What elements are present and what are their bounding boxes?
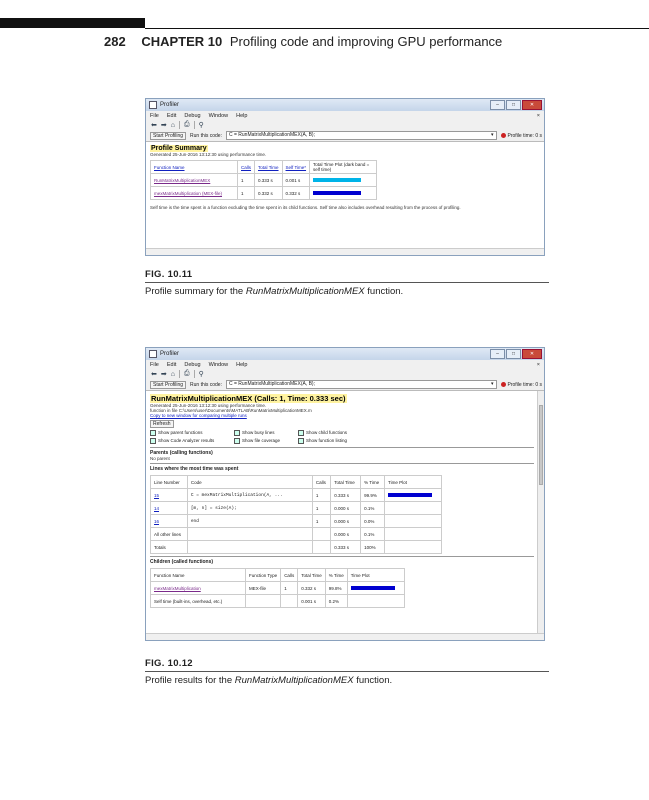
profile-time-text: Profile time: 0 s [507, 132, 542, 139]
copy-window-link[interactable]: Copy to new window for comparing multiple runs [150, 413, 247, 418]
col-calls: Calls [281, 569, 298, 582]
option-show-coverage[interactable] [234, 438, 298, 444]
col-total-time[interactable]: Total Time [258, 164, 279, 170]
line-number[interactable]: 14 [154, 505, 160, 511]
total-time-cell: 0.000 s [331, 502, 361, 515]
code-cell: C = mexMatrixMultiplication(A, ... [187, 489, 312, 502]
menu-window[interactable]: Window [208, 112, 229, 119]
record-indicator-icon [501, 382, 506, 387]
total-time-cell: 0.333 s [331, 489, 361, 502]
forward-arrow-icon[interactable]: ➡ [160, 122, 167, 129]
print-icon[interactable]: ⎙ [183, 121, 190, 128]
running-header [104, 34, 502, 49]
calls-cell [281, 595, 298, 608]
parents-heading: Parents (calling functions) [150, 450, 213, 456]
toolbar-separator [194, 370, 195, 378]
chapter-title: Profiling code and improving GPU performance [229, 34, 503, 49]
caption-function: RunMatrixMultiplicationMEX [234, 675, 354, 686]
percent-cell: 100% [361, 541, 385, 554]
caption-text: Profile summary for the [145, 286, 246, 297]
vertical-scrollbar[interactable] [537, 391, 544, 637]
col-line-number: Line Number [151, 476, 188, 489]
profile-time-text: Profile time: 0 s [507, 381, 542, 388]
generated-note: Generated 25-Jun-2016 13:12:30 using performance time. [150, 403, 267, 408]
total-time-cell: 0.333 s [255, 174, 283, 187]
window-controls [490, 349, 542, 359]
menu-debug[interactable]: Debug [184, 112, 201, 119]
details-content [146, 391, 544, 637]
calls-cell: 1 [238, 174, 255, 187]
col-calls[interactable]: Calls [241, 164, 252, 170]
menu-debug[interactable]: Debug [184, 361, 201, 368]
percent-cell: 0.1% [361, 528, 385, 541]
title-bar [146, 99, 544, 111]
toolbar [146, 369, 544, 379]
checkbox-icon[interactable] [150, 438, 156, 444]
menu-edit[interactable]: Edit [166, 112, 177, 119]
lines-heading: Lines where the most time was spent [150, 466, 239, 472]
title-bar [146, 348, 544, 360]
col-time-plot: Time Plot [385, 476, 442, 489]
maximize-button[interactable]: □ [506, 349, 521, 359]
caption-text: function. [364, 286, 404, 297]
maximize-button[interactable]: □ [506, 100, 521, 110]
chevron-down-icon[interactable]: ▾ [491, 381, 494, 387]
calls-cell: 1 [281, 582, 298, 595]
chapter-label: CHAPTER 10 [141, 34, 223, 49]
run-bar [146, 130, 544, 142]
toolbar-separator [194, 121, 195, 129]
total-time-cell: 0.000 s [331, 528, 361, 541]
code-cell: end [187, 515, 312, 528]
code-cell: [m, n] = size(A); [187, 502, 312, 515]
total-time-cell: 0.332 s [255, 187, 283, 200]
chevron-down-icon[interactable]: ▾ [491, 132, 494, 138]
refresh-button[interactable]: Refresh [150, 420, 174, 428]
figure-caption [145, 672, 549, 686]
window-title: Profiler [160, 351, 180, 357]
col-total-time: Total Time [298, 569, 326, 582]
calls-cell: 1 [312, 502, 330, 515]
function-type-cell: MEX-file [246, 582, 281, 595]
table-row [151, 582, 405, 595]
back-arrow-icon[interactable]: ⬅ [151, 371, 157, 378]
function-link[interactable]: mexMatrixMultiplication [154, 585, 201, 591]
checkbox-icon[interactable] [298, 430, 304, 436]
line-number[interactable]: 15 [154, 492, 160, 498]
total-time-cell: 0.000 s [331, 515, 361, 528]
option-label: Show file coverage [242, 438, 281, 444]
home-icon[interactable]: ⌂ [170, 121, 175, 129]
profile-time [501, 133, 544, 139]
table-row [151, 528, 442, 541]
start-profiling-button[interactable]: Start Profiling [150, 381, 186, 389]
toolbar-separator [179, 121, 180, 129]
col-function-type: Function Type [246, 569, 281, 582]
time-bar [351, 586, 395, 590]
table-row [151, 502, 442, 515]
function-link[interactable]: RunMatrixMultiplicationMEX [154, 177, 211, 183]
app-icon [149, 350, 157, 358]
menu-edit[interactable]: Edit [166, 361, 177, 368]
close-button[interactable]: ✕ [522, 100, 542, 110]
calls-cell: 1 [312, 515, 330, 528]
menu-bar [146, 360, 544, 369]
find-icon[interactable]: ⚲ [198, 122, 204, 129]
checkbox-icon[interactable] [150, 430, 156, 436]
page-number: 282 [104, 34, 126, 49]
time-bar [388, 493, 432, 497]
code-cell [187, 541, 312, 554]
calls-cell: 1 [312, 489, 330, 502]
table-row [151, 174, 377, 187]
percent-cell: 0.2% [325, 595, 347, 608]
calls-cell [312, 541, 330, 554]
find-icon[interactable]: ⚲ [198, 371, 204, 378]
children-table [150, 568, 405, 608]
file-path-text: function in file C:\Users\user\Documents\MATLAB\RunMatrixMultiplicationMEX.m [150, 408, 312, 413]
option-label: Show Code Analyzer results [158, 438, 215, 444]
profiler-window-summary [145, 98, 545, 256]
figure-caption [145, 283, 549, 297]
toolbar [146, 120, 544, 130]
col-total-time: Total Time [331, 476, 361, 489]
run-code-input[interactable] [226, 131, 497, 140]
col-calls: Calls [312, 476, 330, 489]
divider [150, 447, 534, 448]
time-bar [313, 191, 361, 195]
percent-cell: 0.0% [361, 515, 385, 528]
header-rule [145, 28, 649, 29]
self-time-note: Self time is the time spent in a function excluding the time spent in its child functions. Self time also includes overhead resulting from the process of profiling. [150, 205, 461, 210]
menu-help[interactable]: Help [236, 361, 248, 368]
profiler-window-details [145, 347, 545, 641]
run-code-label: Run this code: [190, 381, 222, 388]
menu-bar [146, 111, 544, 120]
table-row [151, 489, 442, 502]
status-bar [146, 248, 544, 255]
function-type-cell [246, 595, 281, 608]
calls-cell: 1 [238, 187, 255, 200]
option-label: Show child functions [306, 430, 348, 436]
run-code-input[interactable] [226, 380, 497, 389]
app-icon [149, 101, 157, 109]
caption-function: RunMatrixMultiplicationMEX [245, 286, 365, 297]
lines-table [150, 475, 442, 554]
menu-close-icon[interactable]: × [536, 112, 540, 119]
col-code: Code [187, 476, 312, 489]
total-time-cell: 0.001 s [298, 595, 326, 608]
table-row [151, 187, 377, 200]
percent-cell: 0.1% [361, 502, 385, 515]
no-parent-text: No parent [150, 456, 170, 461]
option-show-parent[interactable] [150, 430, 234, 436]
figure-caption-10-12 [145, 656, 549, 686]
header-black-bar [0, 18, 145, 28]
menu-file[interactable]: File [150, 112, 159, 119]
col-percent-time: % Time [325, 569, 347, 582]
calls-cell [312, 528, 330, 541]
col-self-time[interactable]: Self Time* [285, 164, 307, 170]
run-code-label: Run this code: [190, 132, 222, 139]
checkbox-icon[interactable] [234, 430, 240, 436]
start-profiling-button[interactable]: Start Profiling [150, 132, 186, 140]
caption-text: function. [353, 675, 393, 686]
caption-text: Profile results for the [145, 675, 235, 686]
generated-note: Generated 25-Jun-2016 13:12:30 using performance time. [150, 152, 267, 157]
table-row [151, 515, 442, 528]
figure-label: FIG. 10.12 [145, 658, 193, 669]
minimize-button[interactable]: – [490, 100, 505, 110]
minimize-button[interactable]: – [490, 349, 505, 359]
col-function-name: Function Name [151, 569, 246, 582]
line-number[interactable]: 16 [154, 518, 160, 524]
option-label: Show function listing [306, 438, 348, 444]
print-icon[interactable]: ⎙ [183, 370, 190, 377]
option-show-child[interactable] [298, 430, 378, 436]
col-percent-time: % Time [361, 476, 385, 489]
percent-cell: 99.8% [325, 582, 347, 595]
record-indicator-icon [501, 133, 506, 138]
run-code-value: C = RunMatrixMultiplicationMEX(A, B); [228, 132, 315, 138]
window-controls [490, 100, 542, 110]
function-link[interactable]: mexMatrixMultiplication (MEX-file) [154, 190, 223, 196]
back-arrow-icon[interactable]: ⬅ [151, 122, 157, 129]
self-time-cell: 0.001 s [282, 174, 310, 187]
menu-window[interactable]: Window [208, 361, 229, 368]
figure-label: FIG. 10.11 [145, 269, 193, 280]
children-heading: Children (called functions) [150, 559, 214, 565]
option-label: Show busy lines [242, 430, 275, 436]
toolbar-separator [179, 370, 180, 378]
figure-caption-10-11 [145, 267, 549, 297]
summary-content [146, 142, 544, 214]
run-bar [146, 379, 544, 391]
profile-time [501, 382, 544, 388]
self-time-cell: 0.332 s [282, 187, 310, 200]
option-label: Show parent functions [158, 430, 203, 436]
option-show-analyzer[interactable] [150, 438, 234, 444]
home-icon[interactable]: ⌂ [170, 370, 175, 378]
menu-close-icon[interactable]: × [536, 361, 540, 368]
line-number: All other lines [154, 531, 182, 537]
total-time-cell: 0.332 s [298, 582, 326, 595]
close-button[interactable]: ✕ [522, 349, 542, 359]
self-time-label: Self time (built-ins, overhead, etc.) [154, 598, 223, 604]
code-cell [187, 528, 312, 541]
forward-arrow-icon[interactable]: ➡ [160, 371, 167, 378]
option-show-listing[interactable] [298, 438, 378, 444]
option-show-busy[interactable] [234, 430, 298, 436]
table-row [151, 595, 405, 608]
time-bar [313, 178, 361, 182]
col-time-plot: Total Time Plot (dark band = self time) [310, 161, 377, 174]
percent-cell: 99.9% [361, 489, 385, 502]
page-title: Profile Summary [151, 145, 207, 152]
table-row [151, 541, 442, 554]
col-time-plot: Time Plot [347, 569, 404, 582]
menu-file[interactable]: File [150, 361, 159, 368]
divider [150, 463, 534, 464]
col-function-name[interactable]: Function Name [154, 164, 185, 170]
scrollbar-thumb[interactable] [539, 405, 543, 485]
page-title: RunMatrixMultiplicationMEX (Calls: 1, Time: 0.333 sec) [151, 394, 346, 403]
checkbox-icon[interactable] [234, 438, 240, 444]
divider [150, 556, 534, 557]
status-bar [146, 633, 544, 640]
run-code-value: C = RunMatrixMultiplicationMEX(A, B); [228, 381, 315, 387]
display-options [150, 430, 534, 444]
window-title: Profiler [160, 102, 180, 108]
summary-table [150, 160, 377, 200]
checkbox-icon[interactable] [298, 438, 304, 444]
line-number: Totals [154, 544, 166, 550]
total-time-cell: 0.333 s [331, 541, 361, 554]
menu-help[interactable]: Help [236, 112, 248, 119]
